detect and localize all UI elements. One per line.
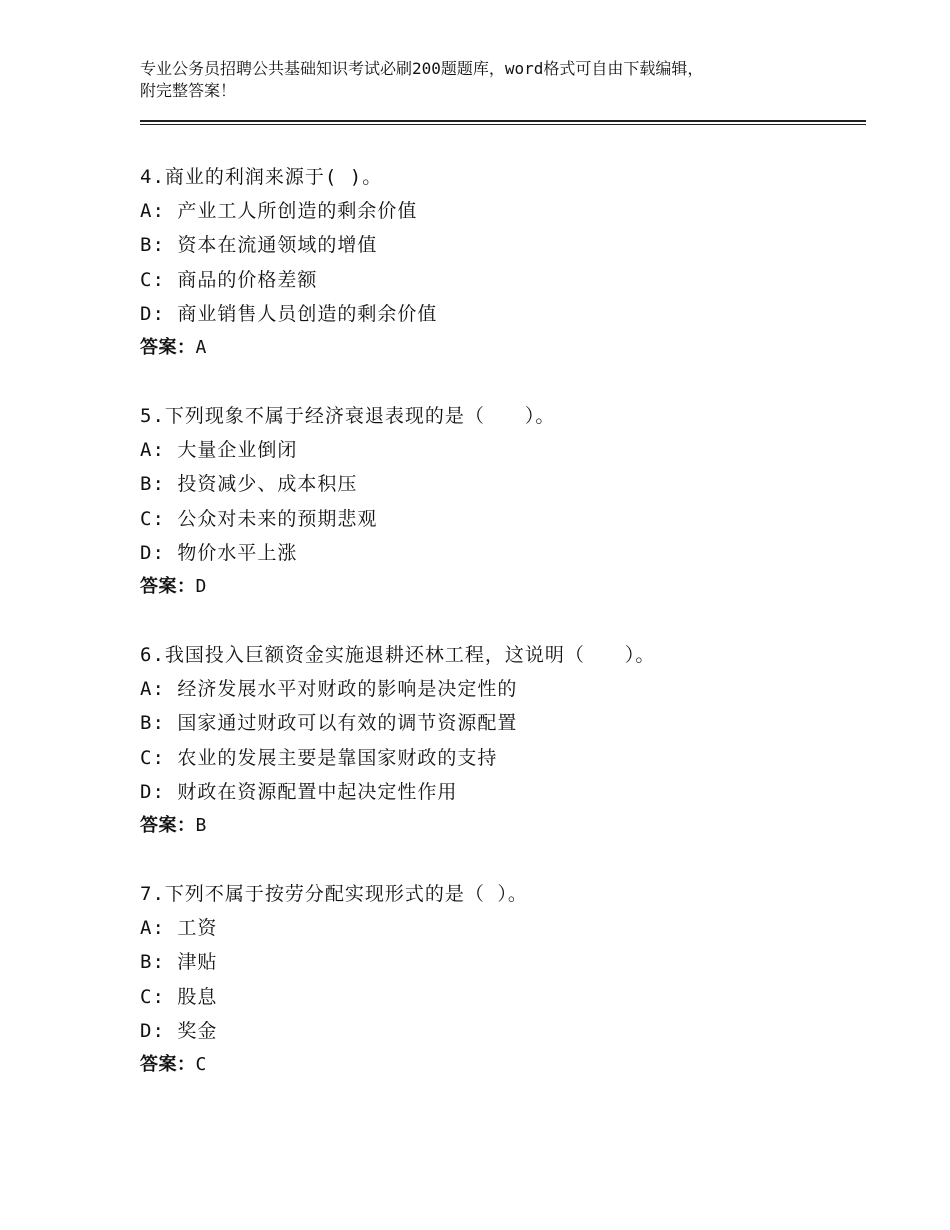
question-5	[140, 399, 880, 604]
option-b: B: 资本在流通领域的增值	[140, 234, 378, 257]
option-a: A: 产业工人所创造的剩余价值	[140, 200, 418, 223]
option-a: A: 大量企业倒闭	[140, 439, 298, 462]
answer-value: B	[195, 814, 207, 836]
option-d: D: 物价水平上涨	[140, 541, 298, 564]
question-4	[140, 160, 880, 365]
question-stem: 5.下列现象不属于经济衰退表现的是（ ）。	[140, 405, 556, 427]
option-c: C: 公众对未来的预期悲观	[140, 507, 378, 530]
option-a: A: 工资	[140, 917, 218, 940]
answer-label: 答案：	[140, 336, 196, 358]
question-stem: 6.我国投入巨额资金实施退耕还林工程，这说明（ ）。	[140, 644, 656, 666]
header-line-2: 附完整答案！	[140, 81, 237, 100]
answer-line	[140, 809, 880, 843]
answer-value: A	[195, 336, 207, 358]
question-stem: 4.商业的利润来源于( )。	[140, 166, 383, 188]
document-header	[140, 58, 820, 102]
question-7	[140, 877, 880, 1082]
option-b: B: 投资减少、成本积压	[140, 473, 358, 496]
option-c: C: 农业的发展主要是靠国家财政的支持	[140, 746, 498, 769]
answer-value: C	[195, 1053, 207, 1075]
answer-line	[140, 1048, 880, 1082]
option-d: D: 奖金	[140, 1019, 218, 1042]
question-stem: 7.下列不属于按劳分配实现形式的是（ ）。	[140, 883, 528, 905]
answer-label: 答案：	[140, 1053, 196, 1075]
answer-label: 答案：	[140, 575, 196, 597]
header-divider	[140, 120, 866, 125]
option-d: D: 商业销售人员创造的剩余价值	[140, 302, 438, 325]
option-b: B: 津贴	[140, 951, 218, 974]
option-c: C: 股息	[140, 985, 218, 1008]
option-c: C: 商品的价格差额	[140, 268, 318, 291]
option-d: D: 财政在资源配置中起决定性作用	[140, 780, 458, 803]
answer-line	[140, 570, 880, 604]
option-a: A: 经济发展水平对财政的影响是决定性的	[140, 678, 518, 701]
option-b: B: 国家通过财政可以有效的调节资源配置	[140, 712, 518, 735]
answer-label: 答案：	[140, 814, 196, 836]
answer-value: D	[195, 575, 207, 597]
question-6	[140, 638, 880, 843]
answer-line	[140, 331, 880, 365]
header-line-1: 专业公务员招聘公共基础知识考试必刷200题题库，word格式可自由下载编辑，	[140, 59, 704, 78]
